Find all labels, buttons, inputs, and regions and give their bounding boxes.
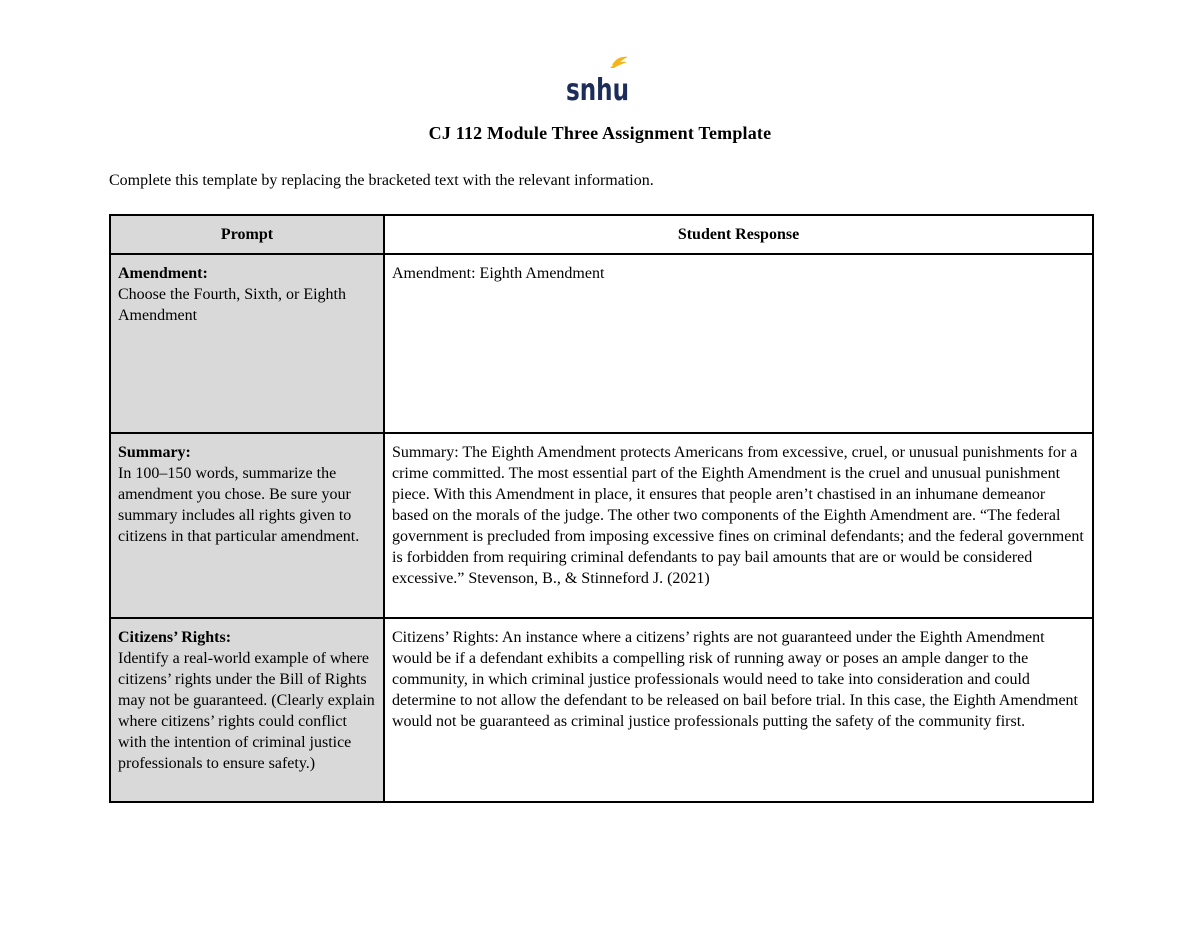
- document-title: CJ 112 Module Three Assignment Template: [428, 123, 772, 143]
- assignment-table: [109, 214, 1094, 803]
- prompt-label: Amendment:: [118, 265, 208, 282]
- prompt-text: In 100–150 words, summarize the amendment you chose. Be sure your summary includes all rights given to citizens in that particular amendment.: [118, 465, 360, 545]
- prompt-text: Identify a real-world example of where citizens’ rights under the Bill of Rights may not be guaranteed. (Clearly explain where citizens’ rights could conflict with the intention of criminal justice professionals to ensure safety.): [118, 650, 375, 772]
- prompt-column-header: Prompt: [110, 215, 384, 254]
- response-column-header: Student Response: [384, 215, 1093, 254]
- table-row-citizens-rights: [110, 618, 1093, 802]
- table-row-summary: [110, 433, 1093, 618]
- svg-text:snhu: snhu: [566, 73, 629, 108]
- instructions-text: Complete this template by replacing the bracketed text with the relevant information.: [109, 172, 654, 189]
- prompt-label: Citizens’ Rights:: [118, 629, 232, 646]
- response-cell-amendment[interactable]: Amendment: Eighth Amendment: [384, 254, 1093, 433]
- table-row-amendment: [110, 254, 1093, 433]
- prompt-cell-citizens-rights: [110, 618, 384, 802]
- prompt-text: Choose the Fourth, Sixth, or Eighth Amendment: [118, 286, 346, 324]
- prompt-cell-amendment: [110, 254, 384, 433]
- response-cell-citizens-rights[interactable]: Citizens’ Rights: An instance where a citizens’ rights are not guaranteed under the Eighth Amendment would be if a defendant exhibits a compelling risk of running away or poses an ample danger to the community, in which criminal justice professionals would need to take into consideration and could determine to not allow the defendant to be released on bail before trial. In this case, the Eighth Amendment would not be guaranteed as criminal justice professionals putting the safety of the community first.: [384, 618, 1093, 802]
- snhu-logo: [566, 56, 636, 108]
- table-header-row: [110, 215, 1093, 254]
- response-cell-summary[interactable]: Summary: The Eighth Amendment protects Americans from excessive, cruel, or unusual punishments for a crime committed. The most essential part of the Eighth Amendment is the cruel and unusual punishment piece. With this Amendment in place, it ensures that people aren’t chastised in an inhumane demeanor based on the morals of the judge. The other two components of the Eighth Amendment are. “The federal government is precluded from imposing excessive fines on criminal defendants; and the federal government is forbidden from requiring criminal defendants to pay bail amounts that are or would be considered excessive.” Stevenson, B., & Stinneford J. (2021): [384, 433, 1093, 618]
- prompt-label: Summary:: [118, 444, 191, 461]
- prompt-cell-summary: [110, 433, 384, 618]
